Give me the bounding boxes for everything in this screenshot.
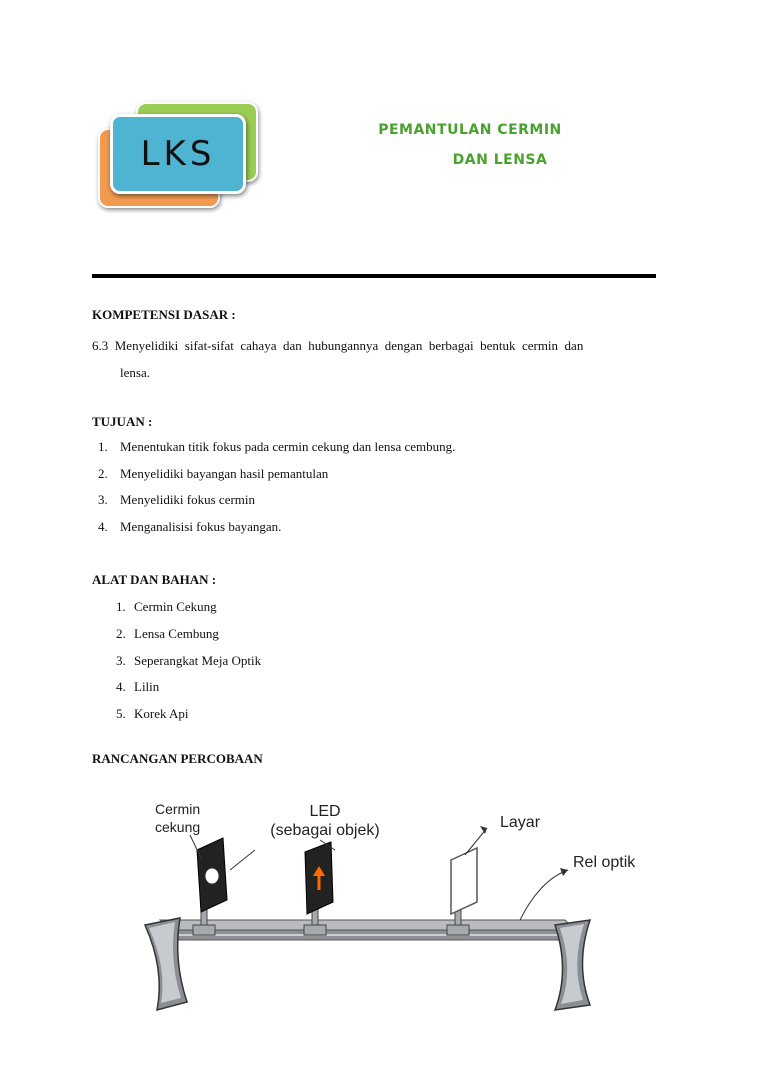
header-divider — [92, 274, 656, 278]
alat-heading: ALAT DAN BAHAN : — [92, 572, 217, 587]
label-layar: Layar — [500, 814, 541, 831]
list-text: Lilin — [134, 679, 160, 694]
page-title-line1: PEMANTULAN CERMIN — [378, 122, 562, 138]
screen — [451, 848, 477, 914]
label-cermin — [155, 800, 200, 836]
list-number: 1. — [98, 439, 108, 454]
kd-text-line1: 6.3 Menyelidiki sifat-sifat cahaya dan hubungannya dengan berbagai bentuk cermin dan — [92, 338, 584, 353]
optical-bench-figure — [135, 790, 650, 1020]
alat-item — [116, 653, 261, 669]
list-text: Cermin Cekung — [134, 599, 217, 614]
kd-text-line2: lensa. — [120, 365, 150, 380]
list-number: 5. — [116, 706, 126, 721]
tujuan-item — [98, 492, 255, 508]
list-number: 4. — [98, 519, 108, 534]
list-number: 2. — [116, 626, 126, 641]
list-number: 3. — [98, 492, 108, 507]
tujuan-heading: TUJUAN : — [92, 414, 153, 429]
list-number: 3. — [116, 653, 126, 668]
tujuan-item — [98, 519, 281, 535]
list-text: Korek Api — [134, 706, 189, 721]
label-led-line2: (sebagai objek) — [270, 822, 380, 839]
alat-item — [116, 706, 189, 722]
label-rel-optik: Rel optik — [573, 854, 636, 871]
list-number: 4. — [116, 679, 126, 694]
list-text: Menyelidiki fokus cermin — [120, 492, 256, 507]
label-led — [255, 802, 395, 840]
list-text: Menentukan titik fokus pada cermin cekung dan lensa cembung. — [120, 439, 456, 454]
alat-item — [116, 679, 159, 695]
logo-card-blue — [110, 114, 246, 194]
logo-text: LKS — [140, 134, 216, 174]
list-text: Menyelidiki bayangan hasil pemantulan — [120, 466, 329, 481]
kd-heading: KOMPETENSI DASAR : — [92, 307, 236, 322]
label-led-line1: LED — [309, 803, 341, 820]
list-number: 1. — [116, 599, 126, 614]
list-number: 2. — [98, 466, 108, 481]
label-cermin-line1: Cermin — [155, 801, 201, 817]
alat-item — [116, 599, 217, 615]
list-text: Menganalisisi fokus bayangan. — [120, 519, 282, 534]
tujuan-item — [98, 466, 328, 482]
alat-item — [116, 626, 219, 642]
list-text: Lensa Cembung — [134, 626, 219, 641]
list-text: Seperangkat Meja Optik — [134, 653, 262, 668]
rancangan-heading: RANCANGAN PERCOBAAN — [92, 751, 263, 766]
label-cermin-line2: cekung — [155, 819, 201, 835]
tujuan-item — [98, 439, 455, 455]
lks-logo — [92, 100, 262, 210]
page-title-line2: DAN LENSA — [452, 152, 548, 168]
rail-top — [160, 920, 575, 930]
